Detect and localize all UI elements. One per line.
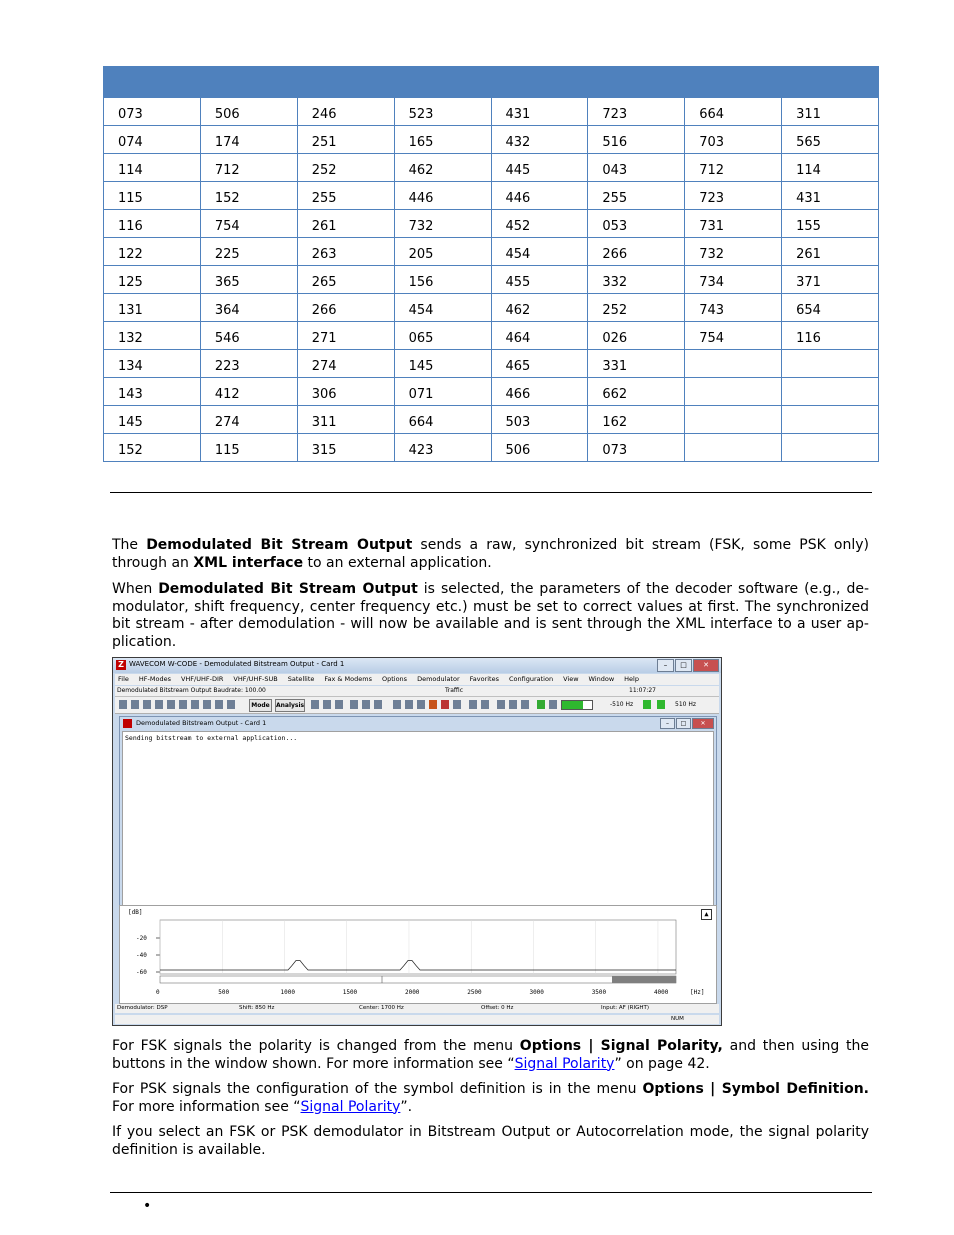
x-tick-label: 4000 <box>653 989 669 996</box>
about-icon[interactable] <box>215 700 223 709</box>
menu-item[interactable]: Configuration <box>509 675 554 683</box>
tune-icon[interactable] <box>350 700 358 709</box>
table-cell: 114 <box>104 154 201 182</box>
range-bar-fill <box>612 976 676 983</box>
phase-icon[interactable] <box>469 700 477 709</box>
range-bar <box>160 976 676 983</box>
table-cell: 465 <box>491 350 588 378</box>
table-row <box>104 210 879 238</box>
stop-icon[interactable] <box>549 700 557 709</box>
table-cell: 274 <box>297 350 394 378</box>
table-cell: 053 <box>588 210 685 238</box>
menubar <box>115 674 719 685</box>
table-row <box>104 182 879 210</box>
table-cell: 134 <box>104 350 201 378</box>
table-cell <box>685 434 782 462</box>
table-cell: 431 <box>782 182 879 210</box>
signal-polarity-link-2[interactable]: Signal Polarity <box>300 1098 401 1115</box>
table-cell: 156 <box>394 266 491 294</box>
table-row <box>104 406 879 434</box>
table-cell: 506 <box>200 98 297 126</box>
table-row <box>104 434 879 462</box>
spectrum-panel <box>119 905 717 1004</box>
table-cell: 412 <box>200 378 297 406</box>
table-cell: 523 <box>394 98 491 126</box>
back-arrow-icon[interactable] <box>311 700 319 709</box>
signal-polarity-link[interactable]: Signal Polarity <box>514 1055 615 1072</box>
table-cell: 332 <box>588 266 685 294</box>
table-cell: 454 <box>394 294 491 322</box>
table-cell: 114 <box>782 154 879 182</box>
table-cell: 043 <box>588 154 685 182</box>
table-cell: 734 <box>685 266 782 294</box>
table-cell: 432 <box>491 126 588 154</box>
output-text: Sending bitstream to external application... <box>125 734 298 742</box>
status-traffic: Traffic <box>445 687 464 694</box>
paste-icon[interactable] <box>179 700 187 709</box>
table-cell: 723 <box>685 182 782 210</box>
menu-item[interactable]: Window <box>588 675 615 683</box>
y-tick-label: -40 <box>136 952 147 959</box>
table-cell: 131 <box>104 294 201 322</box>
table-cell: 251 <box>297 126 394 154</box>
paragraph-psk: For PSK signals the configuration of the symbol definition is in the menu Options | Symbol Definition. For more information see “Signal Polarity”. <box>112 1081 869 1115</box>
save-icon[interactable] <box>143 700 151 709</box>
level-icon[interactable] <box>537 700 545 709</box>
table-cell <box>782 434 879 462</box>
child-title: Demodulated Bitstream Output - Card 1 <box>136 719 267 727</box>
menu-item[interactable]: Demodulator <box>417 675 460 683</box>
child-maximize-icon[interactable]: □ <box>676 718 691 729</box>
table-cell: 274 <box>200 406 297 434</box>
table-cell: 073 <box>588 434 685 462</box>
table-cell: 662 <box>588 378 685 406</box>
footer-bullet: • <box>143 1198 152 1214</box>
table-cell: 252 <box>297 154 394 182</box>
table-cell: 466 <box>491 378 588 406</box>
table-cell: 116 <box>782 322 879 350</box>
table-cell: 122 <box>104 238 201 266</box>
table-cell: 026 <box>588 322 685 350</box>
table-cell: 271 <box>297 322 394 350</box>
table-cell: 712 <box>200 154 297 182</box>
table-row <box>104 154 879 182</box>
table-cell: 145 <box>394 350 491 378</box>
toolbar <box>115 697 719 714</box>
table-cell: 516 <box>588 126 685 154</box>
marker-right-icon[interactable] <box>657 700 665 709</box>
maximize-icon[interactable]: □ <box>675 659 692 672</box>
status-bar-indicators <box>115 1015 719 1024</box>
x-unit-label: [Hz] <box>690 989 705 996</box>
waterfall-icon[interactable] <box>429 700 437 709</box>
table-cell: 723 <box>588 98 685 126</box>
table-cell: 565 <box>782 126 879 154</box>
fft-icon[interactable] <box>405 700 413 709</box>
menu-item[interactable]: VHF/UHF-SUB <box>233 675 278 683</box>
table-cell: 371 <box>782 266 879 294</box>
paragraph-intro: The Demodulated Bit Stream Output sends a raw, synchronized bit stream (FSK, some PSK only) through an XML interface to an external application. <box>112 537 869 571</box>
table-cell: 174 <box>200 126 297 154</box>
x-tick-label: 3000 <box>529 989 544 996</box>
table-cell: 152 <box>200 182 297 210</box>
table-cell: 315 <box>297 434 394 462</box>
table-cell: 223 <box>200 350 297 378</box>
status-offset: Offset: 0 Hz <box>481 1005 514 1011</box>
input-level-meter <box>561 700 593 710</box>
y-unit-label: [dB] <box>128 909 143 916</box>
spectrum-trace <box>160 961 676 971</box>
dropdown-icon[interactable] <box>323 700 331 709</box>
close-icon[interactable]: ✕ <box>693 659 719 672</box>
table-cell: 462 <box>491 294 588 322</box>
child-minimize-icon[interactable]: – <box>660 718 675 729</box>
table-row <box>104 98 879 126</box>
channel-icon[interactable] <box>497 700 505 709</box>
table-cell: 261 <box>782 238 879 266</box>
table-cell: 116 <box>104 210 201 238</box>
table-cell: 143 <box>104 378 201 406</box>
table-cell: 712 <box>685 154 782 182</box>
table-cell: 462 <box>394 154 491 182</box>
record-icon[interactable] <box>227 700 235 709</box>
code-table <box>103 66 879 462</box>
menu-item[interactable]: Options <box>381 675 408 683</box>
print-icon[interactable] <box>191 700 199 709</box>
shift-right-freq: 510 Hz <box>675 701 697 708</box>
table-cell: 306 <box>297 378 394 406</box>
spectrum-icon[interactable] <box>417 700 425 709</box>
paragraph-fsk: For FSK signals the polarity is changed from the menu Options | Signal Polarity, and then using the buttons in the window shown. For more information see “Signal Polarity” on page 42. <box>112 1038 870 1072</box>
table-cell: 445 <box>491 154 588 182</box>
table-cell <box>685 378 782 406</box>
sonagram-icon[interactable] <box>441 700 449 709</box>
mode-button[interactable]: Mode <box>249 699 272 712</box>
table-cell: 664 <box>394 406 491 434</box>
menu-item[interactable]: Satellite <box>287 675 315 683</box>
table-cell: 654 <box>782 294 879 322</box>
status-time: 11:07:27 <box>629 687 656 694</box>
sync-icon[interactable] <box>362 700 370 709</box>
table-cell: 732 <box>685 238 782 266</box>
status-mode: Demodulated Bitstream Output Baudrate: 100.00 <box>117 687 266 694</box>
status-num: NUM <box>671 1016 684 1022</box>
table-cell: 074 <box>104 126 201 154</box>
table-row <box>104 126 879 154</box>
paragraph-polarity: If you select an FSK or PSK demodulator in Bitstream Output or Autocorrelation mode, the signal polarity definition is available. <box>112 1124 869 1158</box>
table-row <box>104 378 879 406</box>
table-cell: 546 <box>200 322 297 350</box>
table-cell: 132 <box>104 322 201 350</box>
table-cell: 331 <box>588 350 685 378</box>
app-window <box>112 657 722 1026</box>
y-tick-label: -20 <box>136 935 147 942</box>
table-cell: 073 <box>104 98 201 126</box>
table-cell: 364 <box>200 294 297 322</box>
table-cell: 255 <box>297 182 394 210</box>
table-row <box>104 294 879 322</box>
x-tick-label: 2500 <box>467 989 482 996</box>
table-cell: 125 <box>104 266 201 294</box>
bitstream-icon[interactable] <box>509 700 517 709</box>
table-cell: 664 <box>685 98 782 126</box>
table-cell: 266 <box>588 238 685 266</box>
oscilloscope-icon[interactable] <box>453 700 461 709</box>
menu-item[interactable]: HF-Modes <box>138 675 171 683</box>
table-row <box>104 322 879 350</box>
status-demodulator: Demodulator: DSP <box>117 1005 168 1011</box>
child-titlebar <box>120 717 716 730</box>
divider-top <box>110 492 872 493</box>
table-cell: 743 <box>685 294 782 322</box>
paragraph-selection: When Demodulated Bit Stream Output is selected, the parameters of the decoder software (e.g., de-modulator, shift frequency, center frequency etc.) must be set to correct values at first. The synchronized bit stream - after demodulation - will now be available and is sent through the XML interface to a user ap-plication. <box>112 581 869 650</box>
menu-item[interactable]: File <box>118 675 129 683</box>
status-input: Input: AF (RIGHT) <box>601 1005 650 1011</box>
table-cell: 162 <box>588 406 685 434</box>
table-cell: 731 <box>685 210 782 238</box>
menu-item[interactable]: Fax & Modems <box>324 675 372 683</box>
table-row <box>104 266 879 294</box>
table-cell: 365 <box>200 266 297 294</box>
table-cell: 165 <box>394 126 491 154</box>
wavecom-logo-icon: Z <box>116 660 126 670</box>
table-cell: 261 <box>297 210 394 238</box>
app-titlebar <box>113 658 721 673</box>
demod-icon[interactable] <box>393 700 401 709</box>
table-cell: 255 <box>588 182 685 210</box>
table-cell: 311 <box>297 406 394 434</box>
table-cell: 065 <box>394 322 491 350</box>
x-tick-label: 500 <box>218 989 230 996</box>
table-row <box>104 350 879 378</box>
x-tick-label: 3500 <box>591 989 607 996</box>
status-row <box>115 686 719 697</box>
x-tick-label: 1500 <box>342 989 358 996</box>
child-logo-icon <box>123 719 132 728</box>
table-cell: 155 <box>782 210 879 238</box>
table-cell: 225 <box>200 238 297 266</box>
table-cell: 071 <box>394 378 491 406</box>
table-cell: 446 <box>491 182 588 210</box>
app-title: WAVECOM W-CODE - Demodulated Bitstream Output - Card 1 <box>129 660 345 668</box>
menu-item[interactable]: Help <box>624 675 639 683</box>
x-tick-label: 0 <box>156 989 160 996</box>
x-tick-label: 1000 <box>280 989 295 996</box>
table-header-row <box>104 67 879 98</box>
y-tick-label: -60 <box>136 969 147 976</box>
spectrum-chart <box>120 906 716 1003</box>
table-cell: 263 <box>297 238 394 266</box>
table-cell: 152 <box>104 434 201 462</box>
table-cell: 115 <box>104 182 201 210</box>
table-cell: 266 <box>297 294 394 322</box>
table-cell <box>782 378 879 406</box>
analysis-button[interactable]: Analysis <box>275 699 305 712</box>
table-cell: 115 <box>200 434 297 462</box>
table-cell: 754 <box>200 210 297 238</box>
child-close-icon[interactable]: ✕ <box>692 718 714 729</box>
table-cell <box>782 406 879 434</box>
table-cell <box>782 350 879 378</box>
cut-icon[interactable] <box>155 700 163 709</box>
table-cell: 452 <box>491 210 588 238</box>
table-cell: 423 <box>394 434 491 462</box>
menu-item[interactable]: VHF/UHF-DIR <box>180 675 224 683</box>
autocorrelation-icon[interactable] <box>521 700 529 709</box>
play-icon[interactable] <box>374 700 382 709</box>
table-row <box>104 238 879 266</box>
table-cell: 455 <box>491 266 588 294</box>
table-cell: 446 <box>394 182 491 210</box>
table-cell: 754 <box>685 322 782 350</box>
status-shift: Shift: 850 Hz <box>239 1005 275 1011</box>
table-cell: 464 <box>491 322 588 350</box>
table-cell: 205 <box>394 238 491 266</box>
menu-item[interactable]: Favorites <box>469 675 499 683</box>
new-icon[interactable] <box>119 700 127 709</box>
status-bar <box>115 1004 719 1013</box>
table-cell: 703 <box>685 126 782 154</box>
table-cell: 246 <box>297 98 394 126</box>
copy-icon[interactable] <box>167 700 175 709</box>
table-cell: 506 <box>491 434 588 462</box>
table-cell: 311 <box>782 98 879 126</box>
shift-left-freq: -510 Hz <box>610 701 634 708</box>
table-cell: 732 <box>394 210 491 238</box>
plot-frame <box>160 920 676 974</box>
table-cell <box>685 350 782 378</box>
constellation-icon[interactable] <box>481 700 489 709</box>
table-cell: 431 <box>491 98 588 126</box>
table-cell: 265 <box>297 266 394 294</box>
table-cell: 252 <box>588 294 685 322</box>
forward-arrow-icon[interactable] <box>335 700 343 709</box>
x-tick-label: 2000 <box>404 989 420 996</box>
table-cell: 145 <box>104 406 201 434</box>
table-cell <box>685 406 782 434</box>
marker-left-icon[interactable] <box>643 700 651 709</box>
table-cell: 503 <box>491 406 588 434</box>
collapse-triangle-icon[interactable]: ▲ <box>701 909 712 920</box>
minimize-icon[interactable]: – <box>657 659 674 672</box>
status-center: Center: 1700 Hz <box>359 1005 404 1011</box>
menu-item[interactable]: View <box>563 675 579 683</box>
help-icon[interactable] <box>203 700 211 709</box>
divider-bottom <box>110 1192 872 1193</box>
open-icon[interactable] <box>131 700 139 709</box>
table-cell: 454 <box>491 238 588 266</box>
